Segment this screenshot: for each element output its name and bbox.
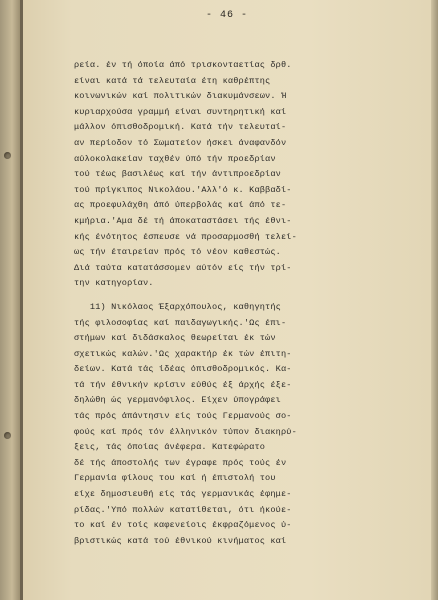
text-line: κής ένότητος έσπευσε νά προσαρμοσθή τελεί-	[74, 231, 297, 242]
text-line: τά τήν έθνικήν κρίσιν εύθύς έξ άρχής έξε-	[74, 379, 292, 390]
text-line: στήμων καί διδάσκαλος θεωρείται έκ τών	[74, 333, 276, 344]
text-line: τού τέως βασιλέως καί τήν άντιπροεδρίαν	[74, 169, 281, 180]
text-line: δηλώθη ώς γερμανόφιλος. Είχεν ύπογράφει	[74, 395, 281, 406]
text-line: ρίδας.'Υπό πολλών κατατίθεται, ότι ήκούε-	[74, 504, 292, 515]
text-line: δέ τής άποστολής των έγραφε πρός τούς έν	[74, 457, 287, 468]
document-page	[23, 0, 431, 600]
text-line: κοινωνικών καί πολιτικών διακυμάνσεων. Ή	[74, 91, 287, 102]
text-line: σχετικώς καλών.'Ως χαρακτήρ έκ τών έπιτη-	[74, 348, 292, 359]
text-line: Γερμανία φίλους του καί ή έπιστολή του	[74, 473, 276, 484]
binding-hole	[4, 152, 11, 159]
text-line: ας προεφυλάχθη άπό ύπερβολάς καί άπό τε-	[74, 200, 287, 211]
text-line: την κατηγορίαν.	[74, 278, 154, 289]
text-line: ρεία. έν τή όποία άπό τρισκονταετίας δρθ.	[74, 60, 292, 70]
text-line: είναι κατά τά τελευταία έτη καθρέπτης	[74, 75, 271, 86]
text-line: το καί έν τοίς καφενείοις έκφραζόμενος ύ-	[74, 520, 292, 531]
text-line: αν περίοδον τό Σωματείον ήσκει άναφανδόν	[74, 137, 287, 148]
text-line: τής φιλοσοφίας καί παιδαγωγικής.'Ως έπι-	[74, 317, 287, 328]
text-line: τού πρίγκιπος Νικολάου.'Αλλ'ό κ. Καββαδί-	[74, 184, 292, 195]
text-line: ξεις, τάς όποίας άνέφερα. Κατεφώρατο	[74, 442, 266, 453]
text-line: 11) Νικόλαος Έξαρχόπουλος, καθηγητής	[74, 301, 281, 312]
page-right-edge	[431, 0, 438, 600]
text-line: κμήρια.'Αμα δέ τή άποκαταστάσει τής έθνι-	[74, 215, 292, 226]
text-line: βριστικώς κατά τού έθνικού κινήματος καί	[74, 535, 287, 546]
text-line: αύλοκολακείαν ταχθέν ύπό τήν προεδρίαν	[74, 153, 276, 164]
page-number: - 46 -	[205, 10, 248, 21]
paragraph-1	[74, 58, 419, 292]
text-line: φούς καί πρός τόν έλληνικόν τύπον διακηρύ-	[74, 426, 297, 437]
adjacent-page-edge	[0, 0, 20, 600]
binding-hole	[4, 432, 11, 439]
text-line: τάς πρός άπάντησιν είς τούς Γερμανούς σο-	[74, 411, 292, 422]
text-line: είχε δημοσιευθή είς τάς γερμανικάς έφημε-	[74, 489, 292, 500]
typed-text-body	[74, 58, 419, 549]
text-line: ως τήν έταιρείαν πρός τό νέον καθεστώς.	[74, 247, 281, 258]
paragraph-2	[74, 300, 419, 550]
text-line: κυριαρχούσα γραμμή είναι συντηρητική καί	[74, 106, 287, 117]
text-line: Διά ταύτα κατατάσσομεν αύτόν είς τήν τρί-	[74, 262, 292, 273]
text-line: δείων. Κατά τάς ίδέας όπισθοδρομικός. Κα-	[74, 364, 292, 375]
paragraph-gap	[74, 292, 419, 300]
text-line: μάλλον όπισθοδρομική. Κατά τήν τελευταί-	[74, 122, 287, 133]
